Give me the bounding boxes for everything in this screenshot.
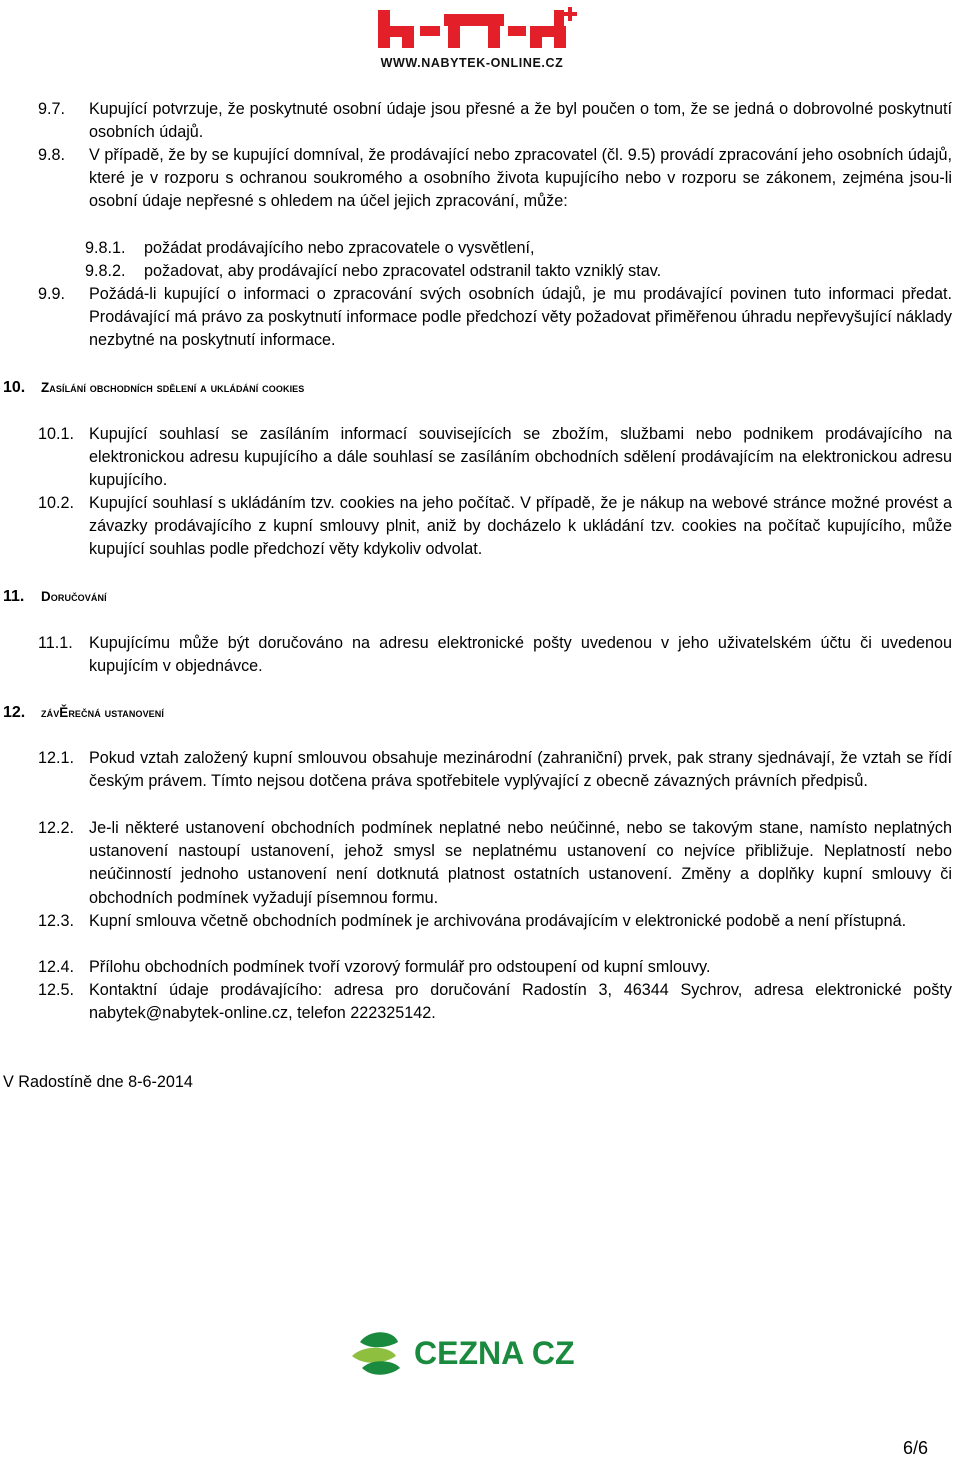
clause-9-9 xyxy=(38,283,952,353)
clause-text: Kupující souhlasí se zasíláním informací souvisejících se zbožím, službami nebo podnikem prodávajícího na elektronickou adresu kupujícího a dále souhlasí se zasíláním obchodních sdělení prodávajícím na elektronickou adresu kupujícího. xyxy=(89,425,952,490)
section-number: 10. xyxy=(3,379,26,396)
clause-text: Pokud vztah založený kupní smlouvou obsahuje mezinárodní (zahraniční) prvek, pak strany sjednávají, že vztah se řídí českým právem. Tímto nejsou dotčena práva spotřebitele vyplývající z obecně závazných právních předpisů. xyxy=(89,749,952,791)
clause-12-1 xyxy=(38,747,952,793)
clause-9-8 xyxy=(38,144,952,214)
section-heading-12 xyxy=(3,702,164,723)
clause-number: 9.8.2. xyxy=(85,262,126,280)
cezna-logo-text: CEZNA CZ xyxy=(414,1335,575,1371)
clause-number: 10.2. xyxy=(38,494,75,512)
clause-number: 12.4. xyxy=(38,958,75,976)
clause-12-3 xyxy=(38,910,952,933)
clause-9-7 xyxy=(38,98,952,144)
clause-number: 12.5. xyxy=(38,981,75,999)
clause-number: 10.1. xyxy=(38,425,75,443)
clause-10-2 xyxy=(38,492,952,562)
section-number: 11. xyxy=(3,588,25,605)
section-number: 12. xyxy=(3,704,26,721)
clause-text: Je-li některé ustanovení obchodních podmínek neplatné nebo neúčinné, nebo se takovým stane, namísto neplatných ustanovení nastoupí ustanovení, jehož smysl se neplatnému ustanovení co nejvíce přibližuje. Neplatností nebo neúčinností jednoho ustanovení není dotknutá platnost ostatních ustanovení. Změny a doplňky kupní smlouvy či obchodních podmínek vyžadují písemnou formu. xyxy=(89,819,952,907)
clause-number: 11.1. xyxy=(38,634,73,652)
clause-number: 9.7. xyxy=(38,100,66,118)
clause-10-1 xyxy=(38,423,952,493)
clause-number: 12.3. xyxy=(38,912,75,930)
page-number: 6/6 xyxy=(903,1438,929,1458)
clause-text: požadovat, aby prodávající nebo zpracovatel odstranil takto vzniklý stav. xyxy=(144,262,662,280)
section-title: Zasílání obchodních sdělení a ukládání cookies xyxy=(41,380,305,395)
furniture-logo-icon xyxy=(356,4,588,56)
clause-9-8-2 xyxy=(85,260,952,283)
clause-text: Požádá-li kupující o informaci o zpracování svých osobních údajů, je mu prodávající povinen tuto informaci předat. Prodávající má právo za poskytnutí informace podle předchozí věty požadovat přiměřenou úhradu nepřevyšující náklady nezbytné na poskytnutí informace. xyxy=(89,285,952,350)
clause-12-4 xyxy=(38,956,952,979)
section-heading-10 xyxy=(3,377,304,398)
clause-text: Přílohu obchodních podmínek tvoří vzorový formulář pro odstoupení od kupní smlouvy. xyxy=(89,958,711,976)
clause-number: 12.1. xyxy=(38,749,75,767)
clause-12-5 xyxy=(38,979,952,1025)
clause-text: Kupující souhlasí s ukládáním tzv. cookies na jeho počítač. V případě, že je nákup na webové stránce možné provést a závazky prodávajícího z kupní smlouvy plnit, aniž by docházelo k ukládání tzv. cookies na počítač kupujícího, může kupující souhlas podle předchozí věty kdykoliv odvolat. xyxy=(89,494,952,559)
clause-11-1 xyxy=(38,632,952,678)
logo-url-text: WWW.NABYTEK-ONLINE.CZ xyxy=(380,56,564,70)
cezna-leaf-icon xyxy=(350,1322,588,1382)
clause-9-8-1 xyxy=(85,237,952,260)
section-heading-11 xyxy=(3,586,107,607)
section-title: závĚrečná ustanovení xyxy=(41,705,164,720)
clause-text: Kupujícímu může být doručováno na adresu elektronické pošty uvedenou v jeho uživatelském účtu či uvedenou kupujícím v objednávce. xyxy=(89,634,952,676)
clause-number: 9.8. xyxy=(38,146,66,164)
clause-text: Kontaktní údaje prodávajícího: adresa pro doručování Radostín 3, 46344 Sychrov, adresa elektronické pošty nabytek@nabytek-online.cz, telefon 222325142. xyxy=(89,981,952,1023)
clause-text: Kupující potvrzuje, že poskytnuté osobní údaje jsou přesné a že byl poučen o tom, že se jedná o dobrovolné poskytnutí osobních údajů. xyxy=(89,100,952,142)
clause-text: požádat prodávajícího nebo zpracovatele o vysvětlení, xyxy=(144,239,535,257)
clause-number: 9.8.1. xyxy=(85,239,126,257)
clause-12-2 xyxy=(38,817,952,910)
clause-number: 9.9. xyxy=(38,285,66,303)
place-and-date: V Radostíně dne 8-6-2014 xyxy=(3,1073,193,1091)
clause-number: 12.2. xyxy=(38,819,75,837)
cezna-logo xyxy=(350,1322,588,1382)
clause-text: Kupní smlouva včetně obchodních podmínek je archivována prodávajícím v elektronické podobě a není přístupná. xyxy=(89,912,907,930)
section-title: Doručování xyxy=(41,589,107,604)
clause-text: V případě, že by se kupující domníval, že prodávající nebo zpracovatel (čl. 9.5) provádí zpracování jeho osobních údajů, které je v rozporu s ochranou soukromého a osobního života kupujícího nebo v rozporu se zákonem, zejména jsou-li osobní údaje nepřesné s ohledem na účel jejich zpracování, může: xyxy=(89,146,952,211)
